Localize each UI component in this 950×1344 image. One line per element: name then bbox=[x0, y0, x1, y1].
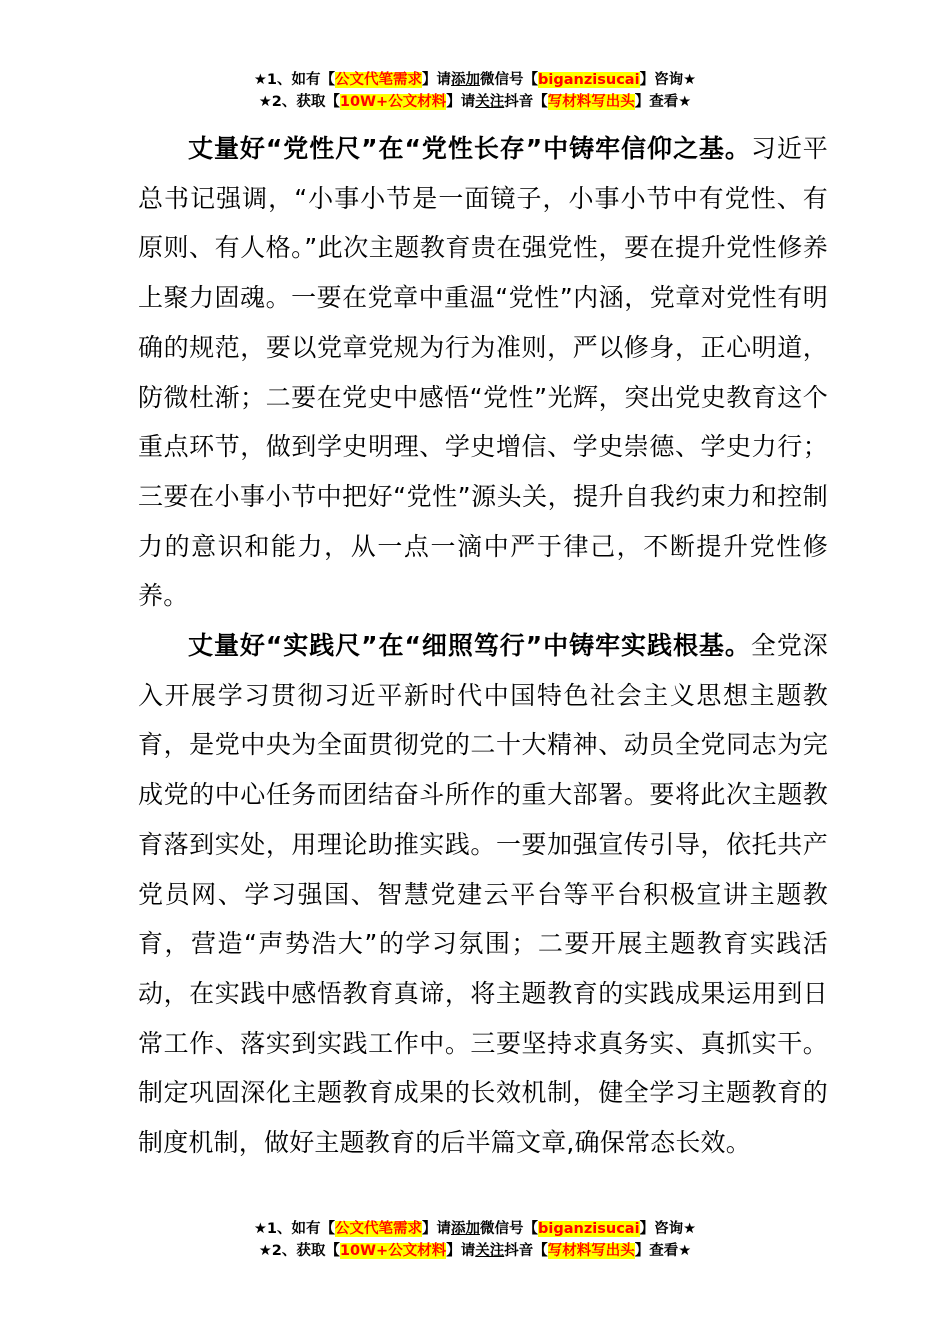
banner-line-1 bbox=[0, 69, 950, 91]
banner-text: 】请 bbox=[446, 94, 476, 110]
banner-text: ★1、如有【 bbox=[253, 1221, 336, 1237]
highlight-service: 公文代笔需求 bbox=[335, 72, 423, 88]
banner-text: 抖音【 bbox=[504, 94, 548, 110]
banner-line-2 bbox=[0, 91, 950, 113]
banner-text: 】咨询★ bbox=[639, 72, 697, 88]
highlight-service: 公文代笔需求 bbox=[335, 1221, 423, 1237]
paragraph-practice bbox=[138, 621, 828, 1168]
document-body bbox=[138, 124, 828, 1168]
bottom-banner bbox=[0, 1218, 950, 1262]
banner-text: 抖音【 bbox=[504, 1243, 548, 1259]
highlight-wechat-id: biganzisucai bbox=[538, 72, 640, 88]
banner-text: 】查看★ bbox=[634, 1243, 692, 1259]
top-banner bbox=[0, 69, 950, 113]
banner-text: 】咨询★ bbox=[639, 1221, 697, 1237]
banner-text: 】请 bbox=[422, 1221, 452, 1237]
highlight-douyin-account: 写材料写出头 bbox=[547, 1243, 635, 1259]
banner-text: ★2、获取【 bbox=[258, 94, 340, 110]
highlight-wechat-id: biganzisucai bbox=[538, 1221, 640, 1237]
banner-text: 】请 bbox=[422, 72, 452, 88]
highlight-douyin-account: 写材料写出头 bbox=[547, 94, 635, 110]
banner-underline: 添加 bbox=[451, 1221, 481, 1237]
banner-text: 微信号【 bbox=[480, 72, 539, 88]
banner-underline: 添加 bbox=[451, 72, 481, 88]
banner-underline: 关注 bbox=[475, 94, 505, 110]
highlight-materials: 10W+公文材料 bbox=[339, 94, 447, 110]
highlight-materials: 10W+公文材料 bbox=[339, 1243, 447, 1259]
banner-text: ★1、如有【 bbox=[253, 72, 336, 88]
banner-text: 微信号【 bbox=[480, 1221, 539, 1237]
paragraph-heading: 丈量好“党性尺”在“党性长存”中铸牢信仰之基。 bbox=[188, 134, 751, 163]
banner-underline: 关注 bbox=[475, 1243, 505, 1259]
banner-text: 】请 bbox=[446, 1243, 476, 1259]
paragraph-heading: 丈量好“实践尺”在“细照笃行”中铸牢实践根基。 bbox=[188, 631, 751, 661]
paragraph-text: 习近平总书记强调，“小事小节是一面镜子，小事小节中有党性、有原则、有人格。”此次主题教育贵在强党性，要在提升党性修养上聚力固魂。一要在党章中重温“党性”内涵，党章对党性有明确的规范，要以党章党规为行为准则，严以修身，正心明道，防微杜渐；二要在党史中感悟“党性”光辉，突出党史教育这个重点环节，做到学史明理、学史增信、学史崇德、学史力行；三要在小事小节中把好“党性”源头关，提升自我约束力和控制力的意识和能力，从一点一滴中严于律己，不断提升党性修养。 bbox=[138, 134, 829, 611]
banner-text: ★2、获取【 bbox=[258, 1243, 340, 1259]
banner-text: 】查看★ bbox=[634, 94, 692, 110]
paragraph-text: 全党深入开展学习贯彻习近平新时代中国特色社会主义思想主题教育，是党中央为全面贯彻党的二十大精神、动员全党同志为完成党的中心任务而团结奋斗所作的重大部署。要将此次主题教育落到实处，用理论助推实践。一要加强宣传引导，依托共产党员网、学习强国、智慧党建云平台等平台积极宣讲主题教育，营造“声势浩大”的学习氛围；二要开展主题教育实践活动，在实践中感悟教育真谛，将主题教育的实践成果运用到日常工作、落实到实践工作中。三要坚持求真务实、真抓实干。制定巩固深化主题教育成果的长效机制，健全学习主题教育的制度机制，做好主题教育的后半篇文章,确保常态长效。 bbox=[138, 631, 829, 1158]
banner-line-2 bbox=[0, 1240, 950, 1262]
banner-line-1 bbox=[0, 1218, 950, 1240]
paragraph-party-spirit bbox=[138, 124, 828, 621]
